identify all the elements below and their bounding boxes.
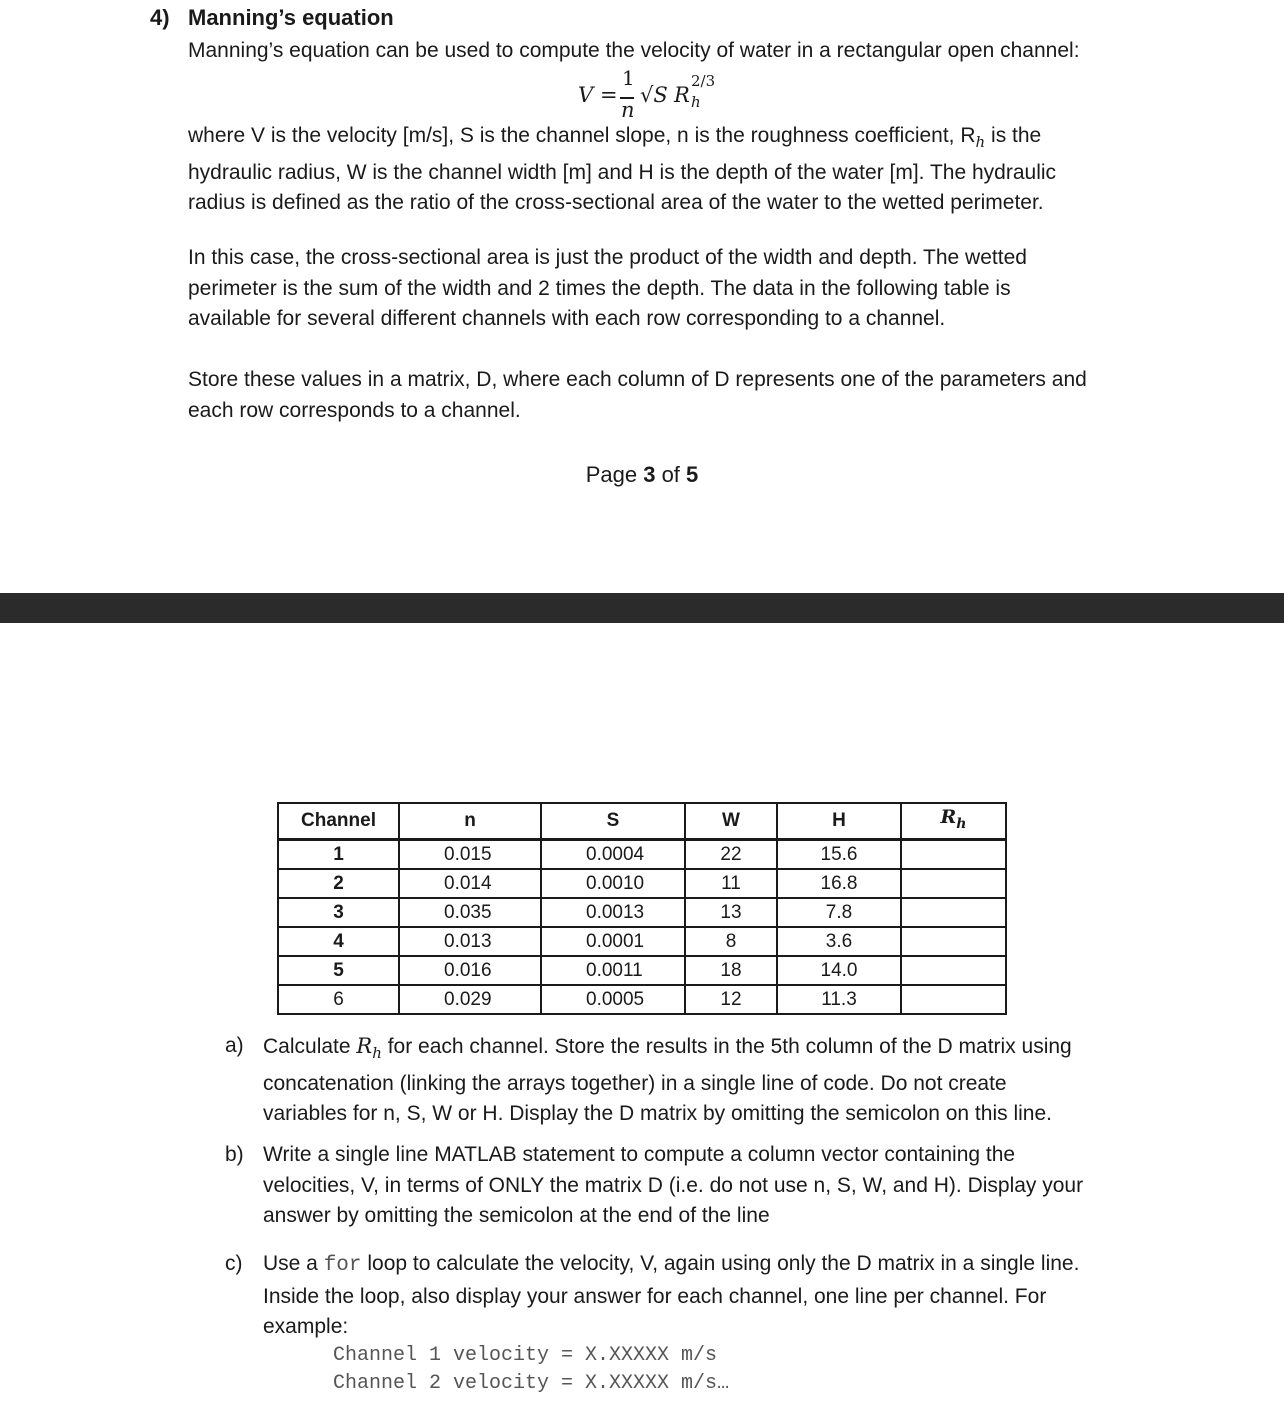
header-s: S bbox=[541, 803, 685, 839]
page-indicator bbox=[0, 462, 1284, 488]
eq-equals: = bbox=[600, 83, 618, 107]
eq-r: R bbox=[674, 83, 690, 107]
cell-n: 0.035 bbox=[399, 898, 541, 927]
page-separator bbox=[0, 593, 1284, 623]
eq-lhs: V bbox=[578, 83, 594, 107]
table-row bbox=[278, 927, 1006, 956]
page-current: 3 bbox=[643, 462, 656, 487]
page-of: of bbox=[655, 462, 687, 487]
table-header-row bbox=[278, 803, 1006, 839]
para1-line1-text: where V is the velocity [m/s], S is the channel slope, n is the roughness coefficient, R bbox=[188, 124, 976, 147]
example-output-line2: Channel 2 velocity = X.XXXXX m/s… bbox=[333, 1372, 730, 1395]
cell-s: 0.0004 bbox=[541, 839, 685, 869]
question-b-line3: answer by omitting the semicolon at the end of the line bbox=[263, 1204, 770, 1227]
channel-data-table bbox=[277, 802, 1007, 1015]
cell-w: 8 bbox=[685, 927, 777, 956]
table-row bbox=[278, 956, 1006, 985]
table-row bbox=[278, 898, 1006, 927]
example-output-line1: Channel 1 velocity = X.XXXXX m/s bbox=[333, 1344, 718, 1367]
qc-post: loop to calculate the velocity, V, again using only the D matrix in a single line. bbox=[361, 1252, 1080, 1275]
paragraph-area bbox=[188, 243, 1108, 335]
qa-r: R bbox=[356, 1034, 373, 1058]
cell-channel: 3 bbox=[278, 898, 399, 927]
header-h: H bbox=[777, 803, 901, 839]
question-c-line3: example: bbox=[263, 1315, 349, 1338]
question-b-label: b) bbox=[225, 1143, 244, 1166]
qa-sub: h bbox=[372, 1044, 382, 1063]
para2-line3: available for several different channels with each row corresponding to a channel. bbox=[188, 307, 946, 330]
table-row bbox=[278, 985, 1006, 1014]
section-title: Manning’s equation bbox=[188, 5, 394, 30]
cell-n: 0.013 bbox=[399, 927, 541, 956]
question-a-label: a) bbox=[225, 1034, 244, 1057]
manning-equation bbox=[574, 64, 754, 124]
para1-line3: radius is defined as the ratio of the cross-sectional area of the water to the wetted perimeter. bbox=[188, 191, 1044, 215]
cell-rh bbox=[901, 985, 1006, 1014]
eq-sqrt-s: √S bbox=[640, 83, 668, 107]
cell-h: 3.6 bbox=[777, 927, 901, 956]
cell-w: 12 bbox=[685, 985, 777, 1014]
question-c-line1 bbox=[263, 1249, 1103, 1282]
eq-r-exponent: 2/3 bbox=[691, 72, 716, 90]
cell-s: 0.0001 bbox=[541, 927, 685, 956]
cell-s: 0.0011 bbox=[541, 956, 685, 985]
para1-rh-sub: h bbox=[975, 133, 986, 152]
table-row bbox=[278, 839, 1006, 869]
section-number: 4) bbox=[150, 5, 170, 30]
cell-w: 13 bbox=[685, 898, 777, 927]
paragraph-matrix bbox=[188, 365, 1108, 426]
eq-denominator: n bbox=[621, 98, 635, 122]
cell-channel: 4 bbox=[278, 927, 399, 956]
para3-line1: Store these values in a matrix, D, where each column of D represents one of the parameters and bbox=[188, 368, 1087, 391]
cell-n: 0.015 bbox=[399, 839, 541, 869]
question-c-label: c) bbox=[225, 1252, 243, 1275]
cell-w: 11 bbox=[685, 869, 777, 898]
cell-h: 14.0 bbox=[777, 956, 901, 985]
question-c-line2: Inside the loop, also display your answer for each channel, one line per channel. For bbox=[263, 1284, 1047, 1308]
paragraph-definitions bbox=[188, 121, 1108, 219]
header-n: n bbox=[399, 803, 541, 839]
cell-s: 0.0005 bbox=[541, 985, 685, 1014]
para3-line2: each row corresponds to a channel. bbox=[188, 398, 521, 422]
question-b-line1: Write a single line MATLAB statement to compute a column vector containing the bbox=[263, 1143, 1016, 1166]
cell-channel: 1 bbox=[278, 839, 399, 869]
page-prefix: Page bbox=[585, 462, 644, 487]
question-b-line2: velocities, V, in terms of ONLY the matrix D (i.e. do not use n, S, W, and H). Display your bbox=[263, 1173, 1084, 1197]
qc-for-keyword: for bbox=[323, 1254, 362, 1277]
cell-s: 0.0010 bbox=[541, 869, 685, 898]
cell-w: 18 bbox=[685, 956, 777, 985]
cell-h: 11.3 bbox=[777, 985, 901, 1014]
cell-rh bbox=[901, 839, 1006, 869]
para2-line2: perimeter is the sum of the width and 2 times the depth. The data in the following table is bbox=[188, 276, 1011, 300]
question-a bbox=[225, 1031, 1105, 1126]
question-a-line3: variables for n, S, W or H. Display the D matrix by omitting the semicolon on this line. bbox=[263, 1102, 1052, 1126]
cell-h: 7.8 bbox=[777, 898, 901, 927]
header-channel: Channel bbox=[278, 803, 399, 839]
table-row bbox=[278, 869, 1006, 898]
qc-pre: Use a bbox=[263, 1252, 324, 1275]
cell-s: 0.0013 bbox=[541, 898, 685, 927]
header-rh-r: R bbox=[940, 806, 957, 828]
question-c-text bbox=[263, 1249, 1103, 1343]
eq-numerator: 1 bbox=[622, 66, 635, 90]
para1-line1 bbox=[188, 121, 1108, 158]
cell-rh bbox=[901, 898, 1006, 927]
cell-rh bbox=[901, 956, 1006, 985]
eq-r-subscript: h bbox=[691, 93, 701, 111]
cell-h: 16.8 bbox=[777, 869, 901, 898]
cell-channel: 2 bbox=[278, 869, 399, 898]
cell-n: 0.014 bbox=[399, 869, 541, 898]
cell-channel: 5 bbox=[278, 956, 399, 985]
page-total: 5 bbox=[686, 462, 699, 487]
cell-rh bbox=[901, 869, 1006, 898]
question-b-text bbox=[263, 1140, 1103, 1232]
para2-line1: In this case, the cross-sectional area is just the product of the width and depth. The wetted bbox=[188, 246, 1027, 269]
para1-line1-end: is the bbox=[985, 124, 1042, 147]
question-a-text bbox=[263, 1031, 1103, 1130]
cell-h: 15.6 bbox=[777, 839, 901, 869]
cell-channel: 6 bbox=[278, 985, 399, 1014]
section-heading bbox=[150, 5, 394, 31]
question-c bbox=[225, 1249, 1105, 1344]
qa-post: for each channel. Store the results in the 5th column of the D matrix using bbox=[381, 1035, 1072, 1058]
question-b bbox=[225, 1140, 1105, 1235]
para1-line2: hydraulic radius, W is the channel width [m] and H is the depth of the water [m]. The hydraulic bbox=[188, 160, 1057, 184]
cell-n: 0.016 bbox=[399, 956, 541, 985]
cell-rh bbox=[901, 927, 1006, 956]
qa-pre: Calculate bbox=[263, 1035, 357, 1058]
cell-w: 22 bbox=[685, 839, 777, 869]
header-rh-sub: h bbox=[956, 815, 967, 832]
question-a-line2: concatenation (linking the arrays together) in a single line of code. Do not create bbox=[263, 1071, 1007, 1095]
header-rh bbox=[901, 803, 1006, 839]
header-w: W bbox=[685, 803, 777, 839]
question-a-line1 bbox=[263, 1031, 1103, 1069]
cell-n: 0.029 bbox=[399, 985, 541, 1014]
intro-text: Manning’s equation can be used to compute the velocity of water in a rectangular open channel: bbox=[188, 39, 1080, 62]
